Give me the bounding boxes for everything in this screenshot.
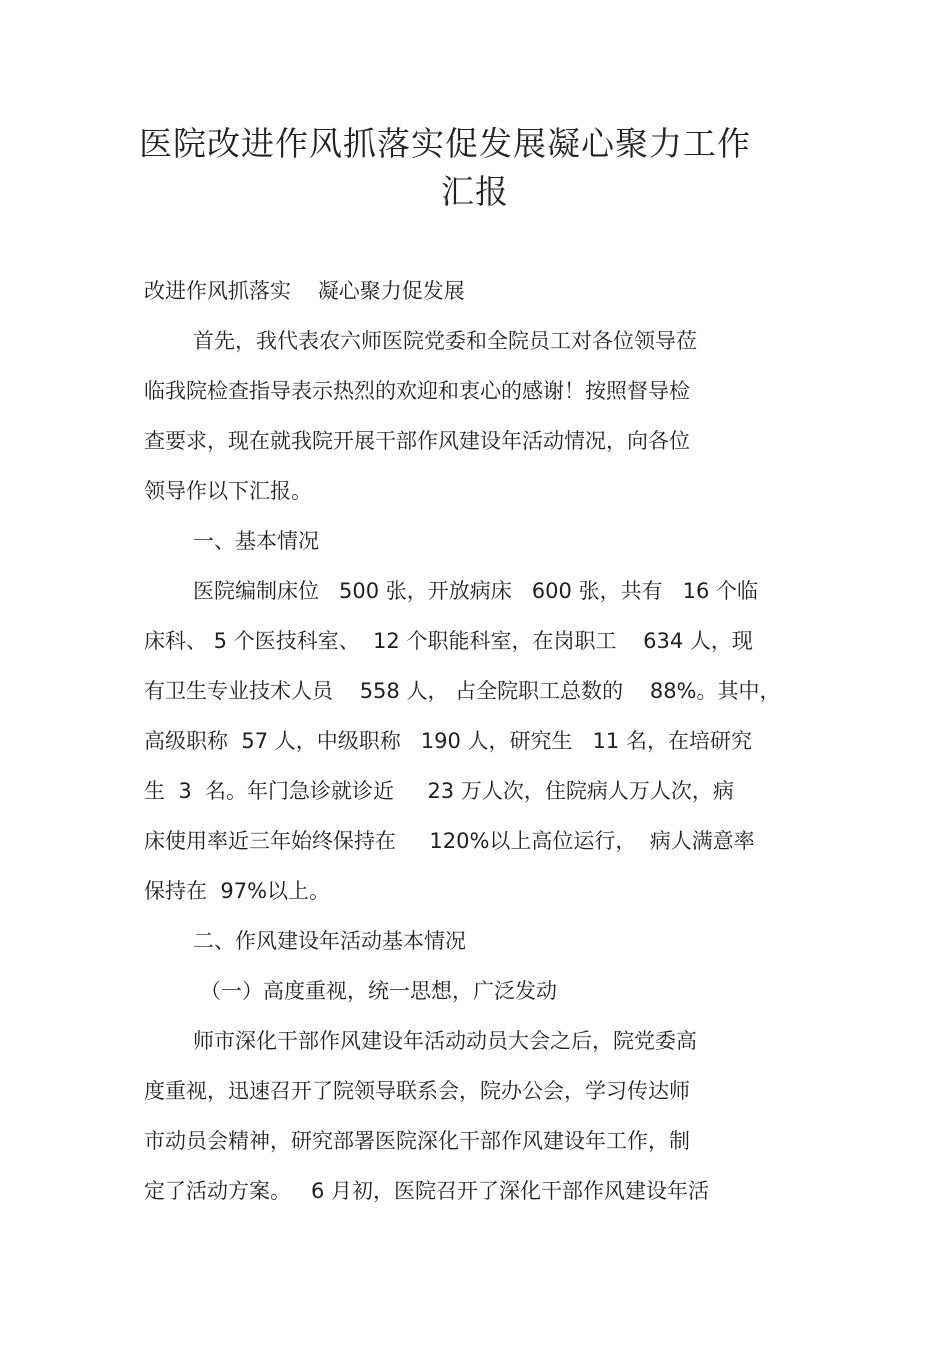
paragraph-line: 定了活动方案。 6 月初，医院召开了深化干部作风建设年活 xyxy=(144,1179,710,1203)
paragraph-line: 市动员会精神，研究部署医院深化干部作风建设年工作，制 xyxy=(144,1129,690,1153)
paragraph-line: 有卫生专业技术人员 558 人， 占全院职工总数的 88%。其中， xyxy=(144,679,781,703)
paragraph-line: 高级职称 57 人，中级职称 190 人，研究生 11 名，在培研究 xyxy=(144,729,752,753)
paragraph-line: 首先，我代表农六师医院党委和全院员工对各位领导莅 xyxy=(193,329,697,353)
document-subtitle: 改进作风抓落实 凝心聚力促发展 xyxy=(144,279,465,303)
paragraph-line: 师市深化干部作风建设年活动动员大会之后，院党委高 xyxy=(193,1029,697,1053)
paragraph-line: 保持在 97%以上。 xyxy=(144,879,331,903)
section-heading: 一、基本情况 xyxy=(193,529,319,553)
paragraph-line: 医院编制床位 500 张，开放病床 600 张，共有 16 个临 xyxy=(193,579,758,603)
paragraph-line: 生 3 名。年门急诊就诊近 23 万人次，住院病人万人次，病 xyxy=(144,779,734,803)
paragraph-line: 床科、 5 个医技科室、 12 个职能科室，在岗职工 634 人，现 xyxy=(144,629,753,653)
paragraph-line: 领导作以下汇报。 xyxy=(144,479,312,503)
section-heading: 二、作风建设年活动基本情况 xyxy=(193,929,466,953)
document-title: 医院改进作风抓落实促发展凝心聚力工作 xyxy=(139,124,751,163)
paragraph-line: 床使用率近三年始终保持在 120%以上高位运行， 病人满意率 xyxy=(144,829,755,853)
document-title-continued: 汇报 xyxy=(441,172,509,211)
subsection-heading: （一）高度重视，统一思想，广泛发动 xyxy=(200,979,557,1003)
paragraph-line: 查要求，现在就我院开展干部作风建设年活动情况，向各位 xyxy=(144,429,690,453)
paragraph-line: 度重视，迅速召开了院领导联系会，院办公会，学习传达师 xyxy=(144,1079,690,1103)
paragraph-line: 临我院检查指导表示热烈的欢迎和衷心的感谢！按照督导检 xyxy=(144,379,690,403)
